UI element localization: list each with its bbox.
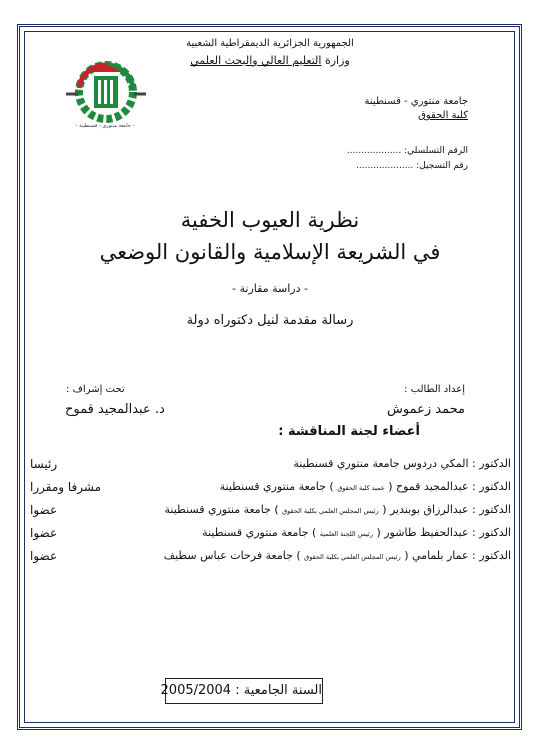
logo-caption: - جامعة منتوري - قسنطينة - [75, 123, 135, 129]
committee-heading: أعضاء لجنة المناقشة : [278, 424, 420, 439]
student-name: محمد زعموش [387, 402, 465, 417]
thesis-subtitle: - دراسة مقارنة - [232, 282, 308, 295]
member-role: عضوا [30, 503, 58, 517]
member-role: عضوا [30, 549, 58, 563]
member-role: عضوا [30, 526, 58, 540]
degree-statement: رسالة مقدمة لنيل دكتوراه دولة [186, 313, 354, 328]
prepared-by-label: إعداد الطالب : [404, 384, 465, 395]
ministry-name: وزارة التعليم العالي والبحث العلمي [190, 54, 350, 67]
member-role: مشرفا ومقررا [30, 480, 102, 494]
supervisor-name: د. عبدالمجيد قموح [65, 402, 165, 417]
committee-member: الدكتور : عمار بلمامي ( رئيس المجلس العلمي بكلية الحقوق ) جامعة فرحات عباس سطيف عضوا [30, 549, 511, 563]
member-role: رئيسا [30, 457, 58, 471]
academic-year-box: السنة الجامعية : 2005/2004 [165, 678, 323, 704]
university-name: جامعة منتوري - قسنطينة [364, 96, 468, 107]
committee-member: الدكتور : عبدالحفيظ طاشور ( رئيس اللجنة العلمية ) جامعة منتوري قسنطينة عضوا [30, 526, 511, 540]
serial-number-field: الرقم التسلسلي: ................... [346, 146, 468, 156]
committee-member: الدكتور : عبدالمجيد قموح ( عميد كلية الحقوق ) جامعة منتوري قسنطينة مشرفا ومقررا [30, 480, 511, 494]
committee-member: الدكتور : عبدالرزاق بوبندير ( رئيس المجلس العلمي بكلية الحقوق ) جامعة منتوري قسنطينة عضوا [30, 503, 511, 517]
republic-name: الجمهورية الجزائرية الديمقراطية الشعبية [186, 38, 354, 49]
committee-member: الدكتور : المكي دردوس جامعة منتوري قسنطينة رئيسا [30, 457, 511, 471]
thesis-title-line2: في الشريعة الإسلامية والقانون الوضعي [99, 240, 441, 264]
registration-number-field: رقم التسجيل: .................... [356, 161, 468, 171]
supervision-label: تحت إشراف : [66, 384, 125, 395]
faculty-name: كلية الحقوق [418, 110, 468, 121]
thesis-title-line1: نظرية العيوب الخفية [180, 208, 360, 232]
